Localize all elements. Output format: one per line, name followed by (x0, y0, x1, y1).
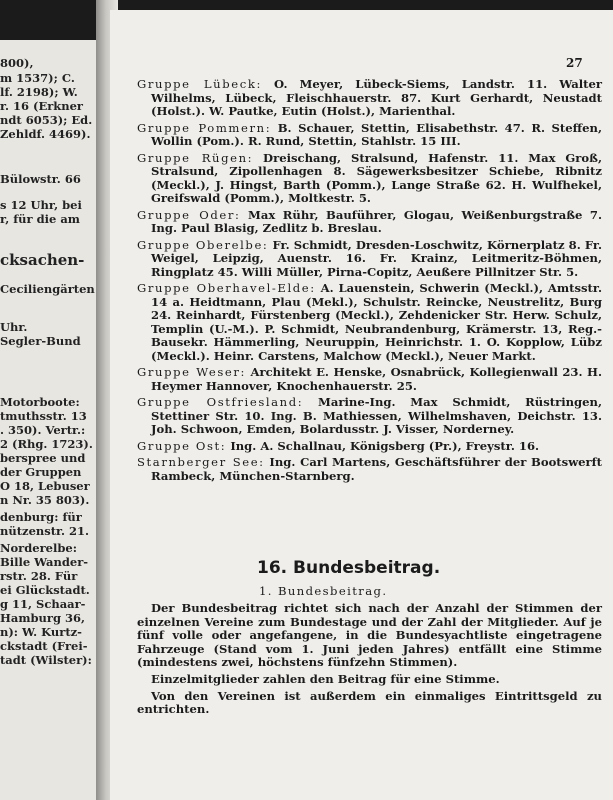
group-members: Max Rühr, Bauführer, Glogau, Weißenburgstraße 7. Ing. Paul Blasig, Zedlitz b. Breslau. (151, 207, 602, 235)
body-text (137, 602, 602, 720)
left-page-line: g 11, Schaar- (0, 597, 86, 611)
group-members: Fr. Schmidt, Dresden-Loschwitz, Körnerplatz 8. Fr. Weigel, Leipzig, Auenstr. 16. Fr. Krainz, Leitmeritz-Böhmen, Ringplatz 45. Willi Müller, Pirna-Copitz, Aeußere Pillnitzer Str. 5. (151, 237, 602, 279)
paragraph: Einzelmitglieder zahlen den Beitrag für eine Stimme. (151, 671, 500, 686)
group-name: Starnberger See: (137, 455, 265, 469)
left-page-line: . 350). Vertr.: (0, 423, 86, 437)
group-name: Gruppe Oder: (137, 207, 241, 222)
left-page-line: Uhr. (0, 320, 28, 334)
left-page-line: denburg: für (0, 510, 82, 524)
group-members: Ing. Carl Martens, Geschäftsführer der Bootswerft Rambeck, München-Starnberg. (151, 455, 602, 483)
left-page-fragment (0, 40, 96, 800)
paragraph: Von den Vereinen ist außerdem ein einmaliges Eintrittsgeld zu entrichten. (137, 688, 602, 717)
left-page-line: m 1537); C. (0, 71, 75, 85)
page-number: 27 (566, 56, 583, 70)
group-name: Gruppe Weser: (137, 365, 246, 379)
group-entry (137, 122, 602, 149)
group-name: Gruppe Pommern: (137, 120, 272, 135)
left-page-line: ndt 6053); Ed. (0, 113, 93, 127)
left-page-line: Ceciliengärten (0, 282, 95, 296)
section-title: 16. Bundesbeitrag. (257, 558, 441, 578)
left-page-line: n): W. Kurtz- (0, 625, 82, 639)
left-page-line: berspree und (0, 451, 86, 465)
left-page-line: rstr. 28. Für (0, 569, 78, 583)
left-page-line: nützenstr. 21. (0, 524, 90, 538)
group-list (137, 78, 602, 486)
group-members: Dreischang, Stralsund, Hafenstr. 11. Max Groß, Stralsund, Zipollenhagen 8. Sägewerksbesitzer Schiebe, Ribnitz (Meckl.), J. Hingst, Barth (Pomm.), Lange Straße 62. H. Wulfhekel, Greifswald (Pomm.), Moltkestr. 5. (151, 150, 602, 205)
left-page-line: Segler-Bund (0, 334, 81, 348)
left-page-line: Zehldf. 4469). (0, 127, 91, 141)
group-entry (137, 440, 602, 454)
left-page-line: r, für die am (0, 212, 80, 226)
left-page-line: lf. 2198); W. (0, 85, 78, 99)
left-page-line: Norderelbe: (0, 541, 77, 555)
group-name: Gruppe Lübeck: (137, 77, 262, 91)
left-page-line: 800), (0, 56, 34, 70)
group-members: Ing. A. Schallnau, Königsberg (Pr.), Freystr. 16. (226, 438, 540, 453)
group-entry (137, 366, 602, 393)
group-entry (137, 456, 602, 483)
group-entry (137, 239, 602, 280)
right-page (110, 10, 613, 800)
left-page-line: Hamburg 36, (0, 611, 85, 625)
group-name: Gruppe Oberelbe: (137, 237, 269, 252)
left-page-line: s 12 Uhr, bei (0, 198, 82, 212)
left-page-line: n Nr. 35 803). (0, 493, 90, 507)
left-page-line: O 18, Lebuser (0, 479, 90, 493)
group-name: Gruppe Ost: (137, 438, 227, 453)
group-entry (137, 282, 602, 363)
group-entry (137, 152, 602, 206)
left-page-line: ei Glückstadt. (0, 583, 90, 597)
left-page-line: tadt (Wilster): (0, 653, 92, 667)
group-entry (137, 209, 602, 236)
group-members: A. Lauenstein, Schwerin (Meckl.), Amtsstr. 14 a. Heidtmann, Plau (Mekl.), Schulstr. Reincke, Neustrelitz, Burg 24. Reinhardt, Fürstenberg (Meckl.), Zehdenicker Str. Herw. Schulz, Templin (U.-M.). P. Schmidt, Neubrandenburg, Krämerstr. 13, Reg.-Bausekr. Hämmerling, Neuruppin, Heinrichstr. 1. O. Kopplow, Lübz (Meckl.). Heinr. Carstens, Malchow (Meckl.), Neuer Markt. (151, 281, 602, 363)
subsection-title: 1. Bundesbeitrag. (259, 584, 388, 598)
left-page-line: ckstadt (Frei- (0, 639, 88, 653)
left-page-line: Motorboote: (0, 395, 80, 409)
group-members: O. Meyer, Lübeck-Siems, Landstr. 11. Walter Wilhelms, Lübeck, Fleischhauerstr. 87. Kurt Gerhardt, Neustadt (Holst.). W. Pautke, Eutin (Holst.), Marienthal. (151, 77, 602, 118)
group-members: Architekt E. Henske, Osnabrück, Kollegienwall 23. H. Heymer Hannover, Knochenhauerstr. 25. (151, 365, 602, 393)
group-entry (137, 396, 602, 437)
left-page-line: cksachen- (0, 251, 85, 269)
left-page-line: r. 16 (Erkner (0, 99, 83, 113)
left-page-line: 2 (Rhg. 1723). (0, 437, 93, 451)
left-page-line: Bülowstr. 66 (0, 172, 81, 186)
left-page-line: tmuthsstr. 13 (0, 409, 87, 423)
left-page-line: Bille Wander- (0, 555, 89, 569)
group-name: Gruppe Ostfriesland: (137, 395, 304, 409)
group-entry (137, 78, 602, 119)
paragraph: Der Bundesbeitrag richtet sich nach der Anzahl der Stimmen der einzelnen Vereine zum Bundestage und der Zahl der Mitglieder. Auf je fünf volle oder angefangene, in die Bundesyachtliste eingetragene Fahrzeuge (Stand vom 1. Juni jeden Jahres) entfällt eine Stimme (mindestens zwei, höchstens fünfzehn Stimmen). (137, 601, 602, 670)
group-name: Gruppe Rügen: (137, 150, 254, 165)
group-name: Gruppe Oberhavel-Elde: (137, 281, 316, 295)
left-page-line: der Gruppen (0, 465, 82, 479)
group-members: Marine-Ing. Max Schmidt, Rüstringen, Stettiner Str. 10. Ing. B. Mathiessen, Wilhelmshaven, Deichstr. 13. Joh. Schwoon, Emden, Bolardusstr. J. Visser, Norderney. (151, 395, 602, 436)
group-members: B. Schauer, Stettin, Elisabethstr. 47. R. Steffen, Wollin (Pom.). R. Rund, Stettin, Stahlstr. 15 III. (151, 120, 602, 148)
